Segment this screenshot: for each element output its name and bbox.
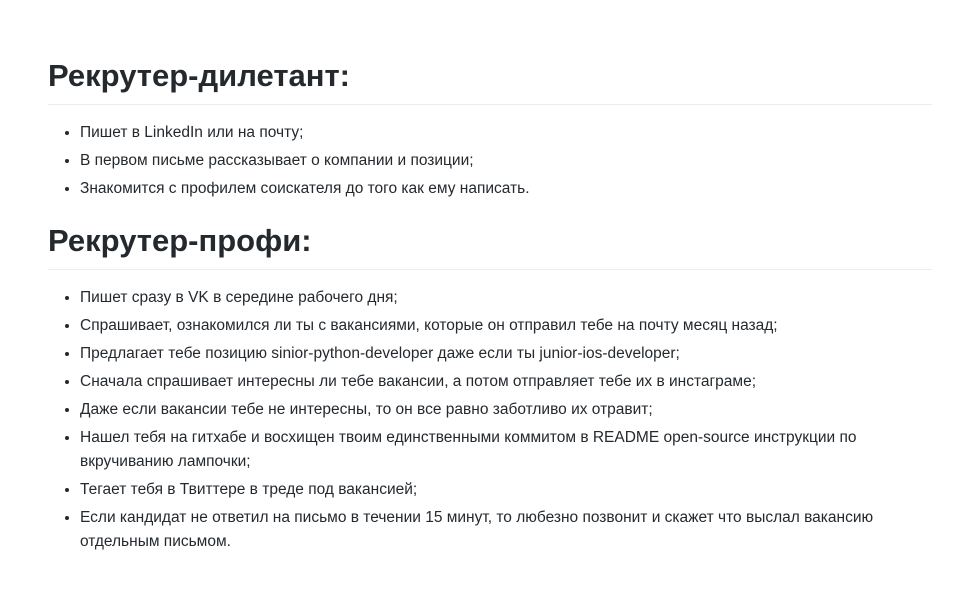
list-item: • Спрашивает, ознакомился ли ты с вакансиями, которые он отправил тебе на почту месяц назад;	[80, 314, 932, 338]
section-heading: Рекрутер-профи:	[48, 221, 932, 270]
list-item: • В первом письме рассказывает о компании и позиции;	[80, 149, 932, 173]
section-pro-recruiter	[48, 221, 932, 554]
list-item: • Пишет в LinkedIn или на почту;	[80, 121, 932, 145]
list-item: • Даже если вакансии тебе не интересны, то он все равно заботливо их отравит;	[80, 398, 932, 422]
list-item: • Нашел тебя на гитхабе и восхищен твоим единственными коммитом в README open-source инструкции по вкручиванию лампочки;	[80, 426, 932, 474]
list-item: • Пишет сразу в VK в середине рабочего дня;	[80, 286, 932, 310]
section-amateur-recruiter	[48, 56, 932, 201]
list-item: • Если кандидат не ответил на письмо в течении 15 минут, то любезно позвонит и скажет что выслал вакансию отдельным письмом.	[80, 506, 932, 554]
bullet-list	[48, 286, 932, 554]
bullet-list	[48, 121, 932, 201]
section-heading: Рекрутер-дилетант:	[48, 56, 932, 105]
list-item: • Предлагает тебе позицию sinior-python-developer даже если ты junior-ios-developer;	[80, 342, 932, 366]
list-item: • Знакомится с профилем соискателя до того как ему написать.	[80, 177, 932, 201]
document-body	[48, 56, 932, 558]
list-item: • Сначала спрашивает интересны ли тебе вакансии, а потом отправляет тебе их в инстаграме;	[80, 370, 932, 394]
list-item: • Тегает тебя в Твиттере в треде под вакансией;	[80, 478, 932, 502]
